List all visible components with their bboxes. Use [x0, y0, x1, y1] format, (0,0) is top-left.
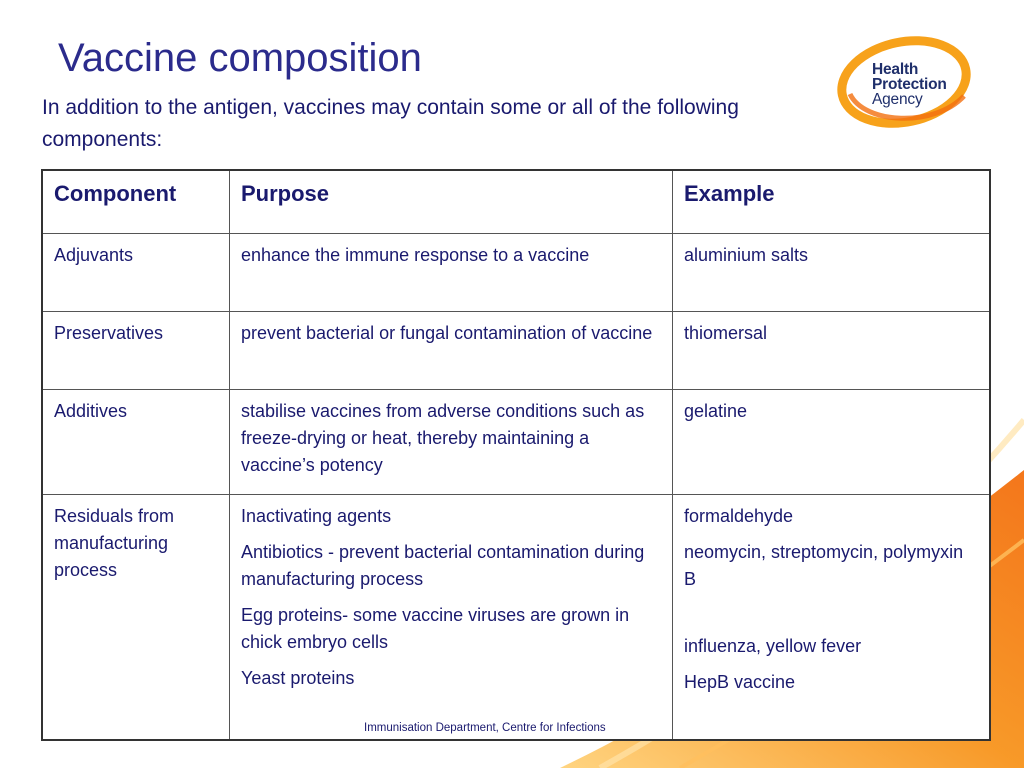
- cell-component: Preservatives: [42, 312, 230, 390]
- cell-purpose: stabilise vaccines from adverse conditions such as freeze-drying or heat, thereby maintaining a vaccine’s potency: [230, 390, 673, 495]
- hpa-logo-text: [872, 62, 947, 107]
- purpose-item: Yeast proteins: [241, 668, 355, 688]
- cell-purpose: prevent bacterial or fungal contamination of vaccine: [230, 312, 673, 390]
- logo-line-3: Agency: [872, 91, 923, 108]
- components-table: [41, 169, 991, 741]
- purpose-item: Egg proteins- some vaccine viruses are grown in chick embryo cells: [241, 605, 630, 652]
- header-component: Component: [42, 170, 230, 234]
- cell-example: [673, 495, 991, 741]
- cell-example: gelatine: [673, 390, 991, 495]
- footer-text: Immunisation Department, Centre for Infections: [364, 722, 606, 734]
- example-item: formaldehyde: [684, 506, 794, 526]
- header-purpose: Purpose: [230, 170, 673, 234]
- cell-component: Adjuvants: [42, 234, 230, 312]
- purpose-item: Antibiotics - prevent bacterial contamination during manufacturing process: [241, 542, 645, 589]
- slide-title: Vaccine composition: [58, 36, 422, 80]
- cell-purpose: [230, 495, 673, 741]
- example-item: neomycin, streptomycin, polymyxin B: [684, 542, 964, 589]
- example-item: influenza, yellow fever: [684, 636, 862, 656]
- logo-line-1: Health: [872, 61, 919, 78]
- table-row: [42, 495, 990, 741]
- logo-line-2: Protection: [872, 76, 947, 93]
- slide-subtitle: In addition to the antigen, vaccines may contain some or all of the following components:: [42, 96, 739, 151]
- example-item: HepB vaccine: [684, 672, 796, 692]
- cell-component: Residuals from manufacturing process: [42, 495, 230, 741]
- table-row: [42, 390, 990, 495]
- cell-example: thiomersal: [673, 312, 991, 390]
- table-header-row: [42, 170, 990, 234]
- table-row: [42, 312, 990, 390]
- cell-purpose: enhance the immune response to a vaccine: [230, 234, 673, 312]
- purpose-item: Inactivating agents: [241, 506, 392, 526]
- header-example: Example: [673, 170, 991, 234]
- cell-component: Additives: [42, 390, 230, 495]
- cell-example: aluminium salts: [673, 234, 991, 312]
- table-row: [42, 234, 990, 312]
